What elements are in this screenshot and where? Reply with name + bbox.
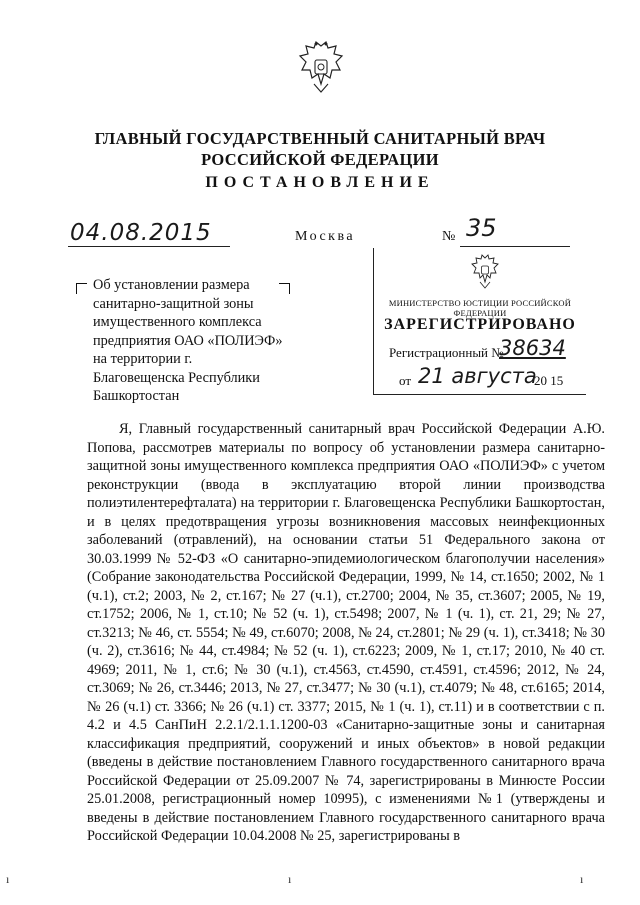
stamp-year: 20 15 [534,373,564,388]
stamp-reg-number: 38634 [499,336,566,360]
document-number-label: № [442,229,456,244]
subject-bracket-left [76,283,87,294]
stamp-reg-number-label: Регистрационный № [389,345,504,360]
stamp-registered: ЗАРЕГИСТРИРОВАНО [384,316,576,333]
stamp-reg-date: 21 августа [418,364,537,388]
authority-line-2: РОССИЙСКОЙ ФЕДЕРАЦИИ [201,150,439,169]
scan-mark: ı [288,872,292,886]
stamp-emblem-icon [470,254,500,290]
date-underline [68,246,230,247]
document-date: 04.08.2015 [70,220,212,246]
document-type-heading: ПОСТАНОВЛЕНИЕ [205,174,435,191]
stamp-from-label: от [399,373,412,388]
registration-stamp [373,248,586,395]
document-number: 35 [466,214,497,242]
authority-line-1: ГЛАВНЫЙ ГОСУДАРСТВЕННЫЙ САНИТАРНЫЙ ВРАЧ [94,129,546,148]
scan-mark: ı [580,872,584,886]
document-subject: Об установлении размера санитарно-защитной зоны имущественного комплекса предприятия ОАО «ПОЛИЭФ» на территории г. Благовещенска Республики Башкортостан [93,277,283,404]
stamp-ministry: МИНИСТЕРСТВО ЮСТИЦИИ РОССИЙСКОЙ ФЕДЕРАЦИИ [388,298,572,318]
document-city: Москва [295,229,356,244]
scan-mark: ı [6,872,10,886]
document-body-paragraph: Я, Главный государственный санитарный врач Российской Федерации А.Ю. Попова, рассмотрев материалы по вопросу об установлении размера санитарно-защитной зоны имущественного комплекса предприятия ОАО «ПОЛИЭФ» с учетом реконструкции (ввода в эксплуатацию второй линии производства полиэтилентерефталата) на территории г. Благовещенска Республики Башкортостан, и в целях предотвращения угрозы возникновения массовых неинфекционных заболеваний (отравлений), на основании статьи 51 Федерального закона от 30.03.1999 № 52-ФЗ «О санитарно-эпидемиологическом благополучии населения» (Собрание законодательства Российской Федерации, 1999, № 14, ст.1650; 2002, № 1 (ч.1), ст.2; 2003, № 2, ст.167; № 27 (ч.1), ст.2700; 2004, № 35, ст.3607; 2005, № 19, ст.1752; 2006, № 1, ст.10; № 52 (ч. 1), ст.5498; 2007, № 1 (ч. 1), ст. 21, 29; № 27, ст.3213; № 46, ст. 5554; № 49, ст.6070; 2008, № 24, ст.2801; № 29 (ч. 1), ст.3418; № 30 (ч. 2), ст.3616; № 44, ст.4984; № 52 (ч. 1), ст.6223; 2009, № 1, ст.17; 2010, № 40 ст. 4969; 2011, № 1, ст.6; № 30 (ч.1), ст.4563, ст.4590, ст.4591, ст.4596; 2012, № 24, ст.3069; № 26, ст.3446; 2013, № 27, ст.3477; № 30 (ч.1), ст.4079; № 48, ст.6165; 2014, № 26 (ч.1) ст. 3366; № 26 (ч.1) ст. 3377; 2015, № 1 (ч. 1), ст.11) и в соответствии с п. 4.2 и 4.5 СанПиН 2.2.1/2.1.1.1200-03 «Санитарно-защитные зоны и санитарная классификация предприятий, сооружений и иных объектов» в новой редакции (введены в действие постановлением Главного государственного санитарного врача Российской Федерации от 25.09.2007 № 74, зарегистрированы в Минюсте России 25.01.2008, регистрационный номер 10995), с изменениями №1 (утверждены и введены в действие постановлением Главного государственного санитарного врача Российской Федерации 10.04.2008 № 25, зарегистрированы в [87,421,605,844]
number-underline [460,246,570,247]
coat-of-arms-emblem [296,40,346,98]
